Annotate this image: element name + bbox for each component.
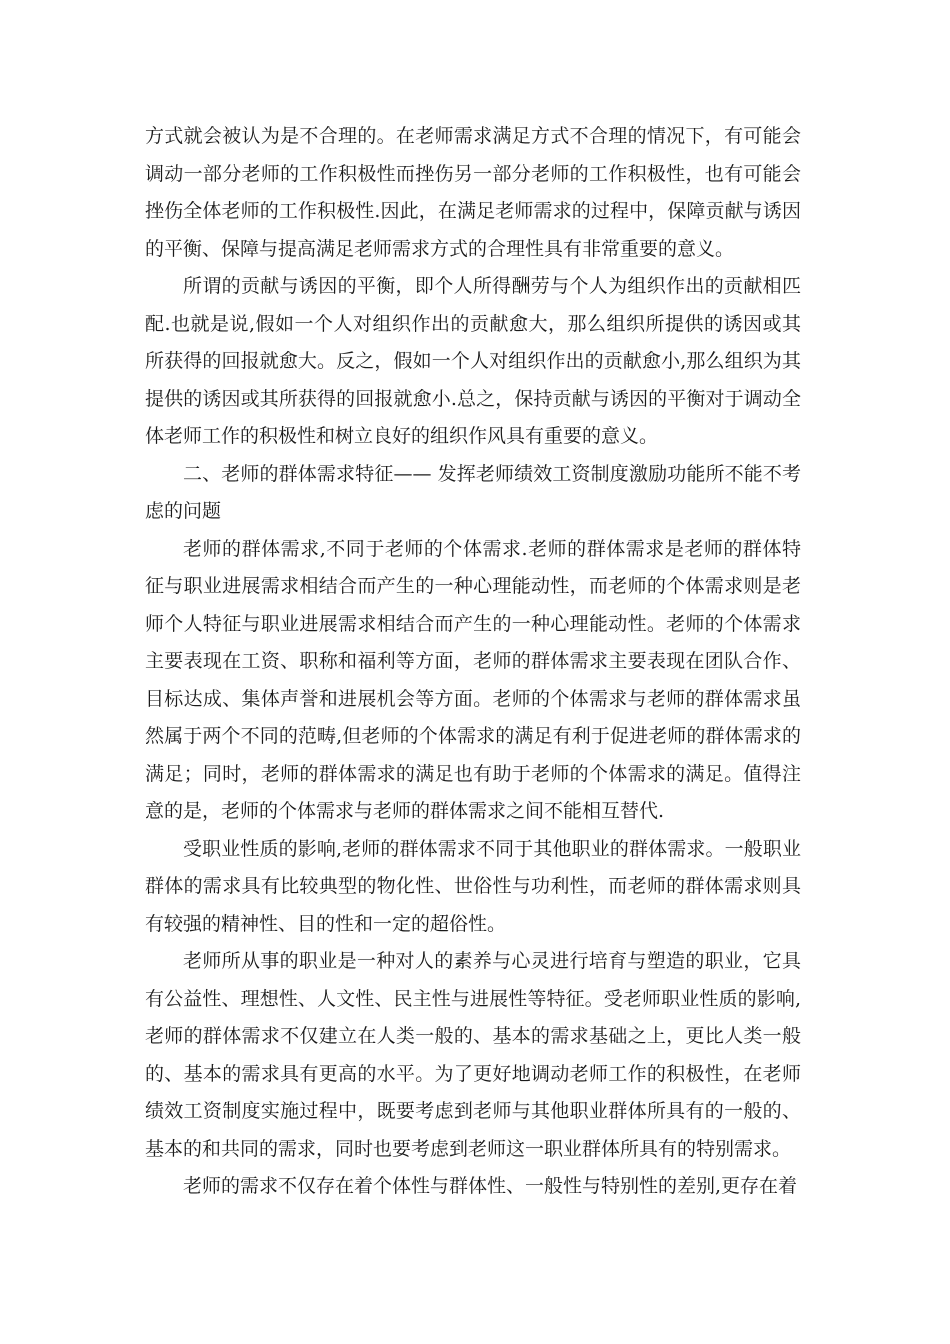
paragraph-occupation-influence: 受职业性质的影响,老师的群体需求不同于其他职业的群体需求。一般职业群体的需求具有比较典型的物化性、世俗性与功利性，而老师的群体需求则具有较强的精神性、目的性和一定的超俗性。 — [145, 837, 801, 935]
document-page — [145, 118, 801, 1206]
section-heading-group-needs: 二、老师的群体需求特征—— 发挥老师绩效工资制度激励功能所不能不考虑的问题 — [145, 462, 801, 522]
paragraph-group-vs-individual: 老师的群体需求,不同于老师的个体需求.老师的群体需求是老师的群体特征与职业进展需求相结合而产生的一种心理能动性，而老师的个体需求则是老师个人特征与职业进展需求相结合而产生的一种心理能动性。老师的个体需求主要表现在工资、职称和福利等方面，老师的群体需求主要表现在团队合作、目标达成、集体声誉和进展机会等方面。老师的个体需求与老师的群体需求虽然属于两个不同的范畴,但老师的个体需求的满足有利于促进老师的群体需求的满足；同时，老师的群体需求的满足也有助于老师的个体需求的满足。值得注意的是，老师的个体需求与老师的群体需求之间不能相互替代. — [145, 537, 801, 822]
paragraph-teacher-profession: 老师所从事的职业是一种对人的素养与心灵进行培育与塑造的职业，它具有公益性、理想性、人文性、民主性与进展性等特征。受老师职业性质的影响,老师的群体需求不仅建立在人类一般的、基本的需求基础之上，更比人类一般的、基本的需求具有更高的水平。为了更好地调动老师工作的积极性，在老师绩效工资制度实施过程中，既要考虑到老师与其他职业群体所具有的一般的、基本的和共同的需求，同时也要考虑到老师这一职业群体所具有的特别需求。 — [145, 950, 801, 1160]
paragraph-contribution-balance: 所谓的贡献与诱因的平衡，即个人所得酬劳与个人为组织作出的贡献相匹配.也就是说,假如一个人对组织作出的贡献愈大，那么组织所提供的诱因或其所获得的回报就愈大。反之，假如一个人对组织作出的贡献愈小,那么组织为其提供的诱因或其所获得的回报就愈小.总之，保持贡献与诱因的平衡对于调动全体老师工作的积极性和树立良好的组织作风具有重要的意义。 — [145, 275, 801, 447]
paragraph-needs-differences: 老师的需求不仅存在着个体性与群体性、一般性与特别性的差别,更存在着 — [183, 1175, 798, 1197]
paragraph-continued: 方式就会被认为是不合理的。在老师需求满足方式不合理的情况下，有可能会调动一部分老师的工作积极性而挫伤另一部分老师的工作积极性，也有可能会挫伤全体老师的工作积极性.因此，在满足老师需求的过程中，保障贡献与诱因的平衡、保障与提高满足老师需求方式的合理性具有非常重要的意义。 — [145, 125, 801, 260]
